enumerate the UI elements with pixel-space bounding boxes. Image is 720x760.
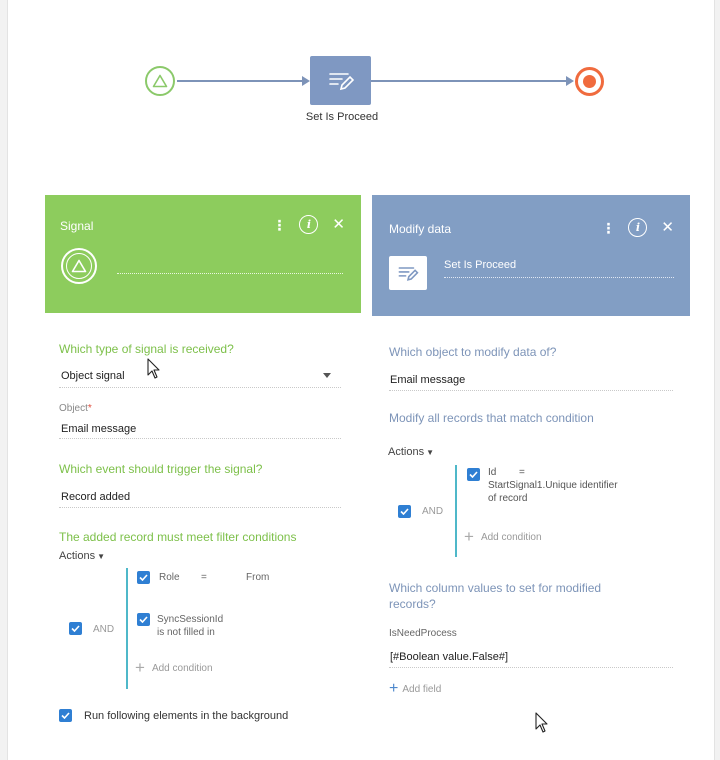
signal-type-question: Which type of signal is received? — [59, 342, 234, 356]
close-icon[interactable]: ✕ — [332, 216, 345, 233]
process-diagram — [0, 0, 720, 150]
column-name-label: IsNeedProcess — [389, 628, 457, 639]
modify-panel-title: Modify data — [389, 222, 452, 236]
connector-start-task — [177, 80, 302, 82]
object-value: Email message — [390, 374, 466, 386]
chevron-down-icon[interactable] — [323, 373, 331, 378]
modify-element-badge — [389, 256, 427, 290]
and-group-label: AND — [93, 624, 115, 635]
condition-value: From — [246, 572, 270, 583]
condition-id[interactable]: Id = StartSignal1.Unique identifier of record — [488, 467, 618, 504]
and-group-label: AND — [422, 506, 444, 517]
object-field[interactable] — [59, 419, 341, 439]
more-vertical-icon[interactable]: ⋮ — [272, 216, 286, 233]
signal-element-badge — [61, 248, 97, 284]
condition-group-bar — [126, 568, 128, 689]
condition-sync-session[interactable]: SyncSessionId is not filled in — [157, 614, 224, 638]
start-signal-node[interactable] — [145, 66, 175, 96]
condition-checkbox[interactable] — [467, 468, 480, 481]
condition-operator: = — [201, 572, 207, 583]
and-group-checkbox[interactable] — [398, 505, 411, 518]
connector-task-end — [371, 80, 567, 82]
add-field-button[interactable]: + Add field — [389, 680, 442, 697]
columns-question: Which column values to set for modified records? — [389, 581, 602, 611]
connector-arrow — [302, 76, 310, 86]
signal-type-dropdown[interactable] — [59, 365, 341, 388]
event-question: Which event should trigger the signal? — [59, 462, 263, 476]
modify-data-task-node[interactable] — [310, 56, 371, 105]
signal-panel-header — [45, 195, 361, 313]
element-name-field[interactable] — [444, 277, 674, 278]
mouse-pointer-icon — [147, 358, 161, 380]
info-icon[interactable]: i — [299, 215, 318, 234]
modify-data-icon — [397, 264, 419, 283]
background-checkbox[interactable] — [59, 709, 72, 722]
mouse-pointer-icon — [535, 712, 549, 734]
filter-question: The added record must meet filter conditions — [59, 530, 297, 544]
background-label: Run following elements in the background — [84, 710, 289, 722]
condition-operator: = — [519, 467, 525, 478]
signal-panel — [45, 195, 361, 722]
more-vertical-icon[interactable]: ⋮ — [601, 219, 615, 236]
and-group-checkbox[interactable] — [69, 622, 82, 635]
actions-menu[interactable]: Actions ▼ — [388, 446, 434, 458]
modify-data-icon — [327, 69, 355, 93]
connector-arrow — [566, 76, 574, 86]
element-name-field[interactable] — [117, 273, 343, 274]
triangle-signal-icon — [152, 74, 168, 88]
column-value-field[interactable] — [389, 646, 673, 668]
object-value: Email message — [61, 423, 137, 435]
close-icon[interactable]: ✕ — [661, 219, 674, 236]
object-question: Which object to modify data of? — [389, 345, 557, 359]
plus-icon: + — [135, 658, 145, 677]
end-event-icon — [583, 75, 596, 88]
actions-menu[interactable]: Actions ▼ — [59, 550, 105, 562]
column-value: [#Boolean value.False#] — [390, 651, 509, 663]
event-field[interactable] — [59, 487, 341, 508]
condition-checkbox[interactable] — [137, 613, 150, 626]
condition-checkbox[interactable] — [137, 571, 150, 584]
add-condition-button[interactable]: + Add condition — [464, 527, 542, 546]
plus-icon: + — [464, 527, 474, 546]
signal-panel-title: Signal — [60, 219, 94, 233]
condition-question: Modify all records that match condition — [389, 411, 594, 425]
task-node-label: Set Is Proceed — [305, 111, 379, 123]
triangle-signal-icon — [71, 259, 87, 273]
modify-data-panel — [372, 195, 690, 697]
plus-icon: + — [389, 680, 399, 697]
element-name-value[interactable]: Set Is Proceed — [444, 259, 517, 271]
condition-group-bar — [455, 465, 457, 557]
condition-field: Id — [488, 467, 497, 478]
condition-field: Role — [159, 572, 180, 583]
object-label: Object* — [59, 403, 92, 414]
end-event-node[interactable] — [575, 67, 604, 96]
add-condition-button[interactable]: + Add condition — [135, 658, 213, 677]
condition-value: StartSignal1.Unique identifier — [488, 480, 618, 491]
info-icon[interactable]: i — [628, 218, 647, 237]
condition-role[interactable] — [159, 571, 270, 584]
event-value: Record added — [61, 491, 131, 503]
signal-type-value: Object signal — [61, 370, 125, 382]
object-field[interactable] — [389, 370, 673, 391]
modify-panel-header — [372, 195, 690, 316]
